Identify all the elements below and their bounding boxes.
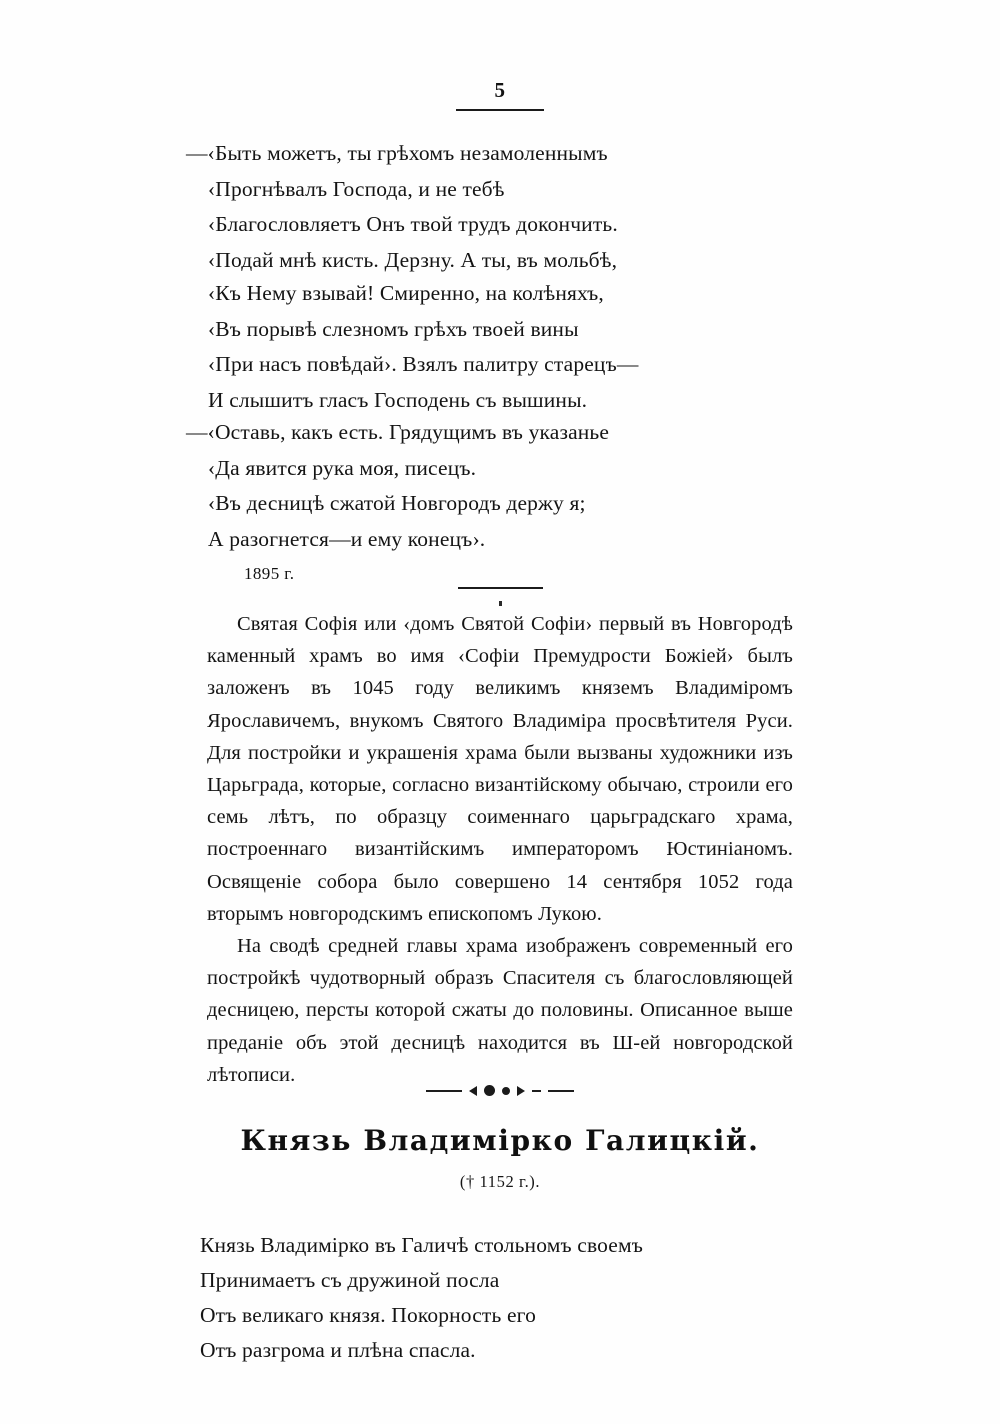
fleuron-left-icon [469, 1086, 477, 1096]
verse-line: ‹Къ Нему взывай! Смиренно, на колѣняхъ, [208, 281, 604, 305]
verse-line: Принимаетъ съ дружиной посла [200, 1268, 500, 1292]
prose-paragraph: На сводѣ средней главы храма изображенъ современный его постройкѣ чудотворный образъ Спасителя съ благословляющей десницею, персты которой сжаты до половины. Описанное выше преданіе объ этой десницѣ находится въ Ш-ей новгородской лѣтописи. [207, 935, 793, 1086]
verse-stanza-2 [208, 276, 848, 418]
ink-speck [499, 601, 502, 606]
verse-line: Отъ великаго князя. Покорность его [200, 1303, 536, 1327]
verse-line: ‹Прогнѣвалъ Господа, и не тебѣ [208, 176, 505, 201]
folio-rule [456, 109, 544, 111]
divider-dash [532, 1090, 541, 1092]
verse-line: ‹Благословляетъ Онъ твой трудъ докончить. [208, 212, 618, 236]
verse-line: Отъ разгрома и плѣна спасла. [200, 1338, 476, 1362]
fleuron-dot-icon [502, 1087, 510, 1095]
divider-line-left [426, 1090, 462, 1092]
verse-stanza-4 [200, 1228, 840, 1368]
prose-paragraph: Святая Софія или ‹домъ Святой Софіи› первый въ Новгородѣ каменный храмъ во имя ‹Софіи Премудрости Божіей› былъ заложенъ въ 1045 году великимъ княземъ Владиміромъ Ярославичемъ, внукомъ Святого Владиміра просвѣтителя Руси. Для постройки и украшенія храма были вызваны художники изъ Царьграда, которые, согласно византійскому обычаю, строили его семь лѣтъ, по образцу соименнаго царьградскаго храма, построеннаго византійскимъ императоромъ Юстиніаномъ. Освященіе собора было совершено 14 сентября 1052 года вторымъ новгородскимъ епископомъ Лукою. [207, 613, 793, 925]
verse-line: ‹Да явится рука моя, писецъ. [208, 455, 477, 480]
poem-subtitle: († 1152 г.). [459, 1172, 541, 1191]
verse-line: ‹Подай мнѣ кисть. Дерзну. А ты, въ мольбѣ, [208, 247, 618, 272]
verse-line: —‹Быть можетъ, ты грѣхомъ незамоленнымъ [186, 141, 608, 165]
fleuron-dot-icon [484, 1085, 495, 1096]
verse-line: Князь Владимірко въ Галичѣ стольномъ своемъ [200, 1233, 643, 1257]
verse-stanza-3 [186, 415, 848, 591]
verse-stanza-1 [186, 136, 848, 278]
verse-line: ‹Въ порывѣ слезномъ грѣхъ твоей вины [208, 316, 579, 341]
fleuron-right-icon [517, 1086, 525, 1096]
prose-note [207, 608, 793, 1091]
poem-date: 1895 г. [244, 564, 295, 583]
page-folio [0, 80, 1000, 111]
verse-line: И слышитъ гласъ Господень съ вышины. [208, 387, 588, 412]
verse-line: А разогнется—и ему конецъ›. [208, 526, 486, 551]
section-rule [0, 576, 1000, 606]
horizontal-rule-icon [458, 587, 543, 589]
verse-line: —‹Оставь, какъ есть. Грядущимъ въ указанье [186, 420, 610, 444]
verse-line: ‹Въ десницѣ сжатой Новгородъ держу я; [208, 491, 586, 515]
poem-title: Князь Владимірко Галицкій. [240, 1124, 760, 1157]
ornamental-divider [0, 1085, 1000, 1096]
verse-line: ‹При насъ повѣдай›. Взялъ палитру старецъ— [208, 352, 639, 376]
page-number: 5 [494, 78, 506, 102]
divider-line-right [548, 1090, 574, 1092]
